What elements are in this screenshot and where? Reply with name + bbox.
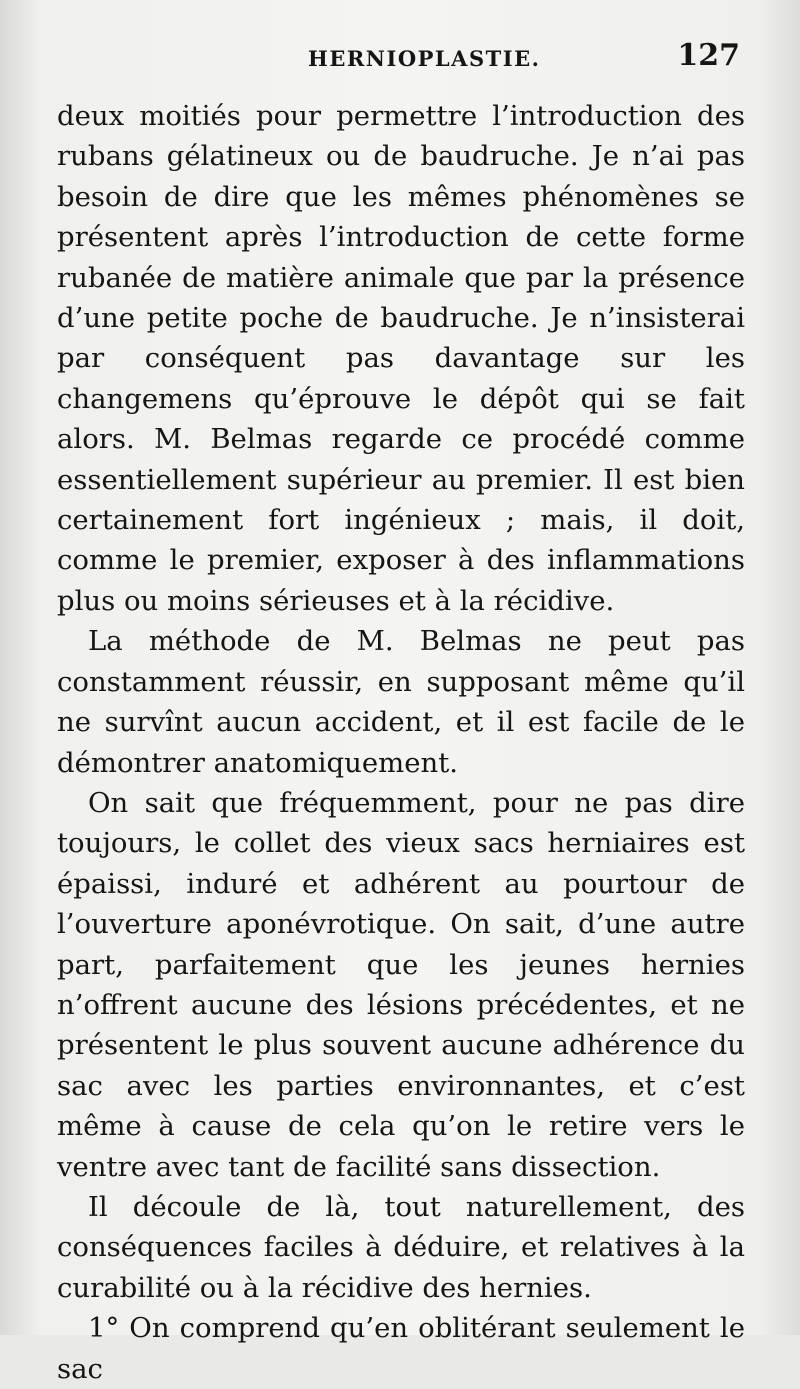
page-number: 127 (677, 38, 740, 73)
paragraph-continuation: deux moitiés pour permettre l’introduction des rubans gélatineux ou de baudruche. Je n’ai pas besoin de dire que les mêmes phénomènes se présentent après l’introduction de cette forme rubanée de matière animale que par la présence d’une petite poche de baudruche. Je n’insisterai par conséquent pas davantage sur les changemens qu’éprouve le dépôt qui se fait alors. M. Belmas regarde ce procédé comme essentiellement supérieur au premier. Il est bien certainement fort ingénieux ; mais, il doit, comme le premier, exposer à des inflammations plus ou moins sérieuses et à la récidive. (57, 100, 745, 617)
page-header (56, 38, 746, 82)
paragraph-consequences: Il découle de là, tout naturellement, des conséquences faciles à déduire, et relatives à la curabilité ou à la récidive des hernies. (57, 1190, 745, 1304)
body-text (57, 96, 745, 1389)
paragraph-first-point: 1° On comprend qu’en oblitérant seulement le sac (57, 1312, 745, 1385)
running-title: HERNIOPLASTIE. (308, 46, 541, 71)
paragraph-belmas-method: La méthode de M. Belmas ne peut pas constamment réussir, en supposant même qu’il ne survînt aucun accident, et il est facile de le démontrer anatomiquement. (57, 625, 745, 779)
paragraph-hernia-sacs: On sait que fréquemment, pour ne pas dire toujours, le collet des vieux sacs herniaires est épaissi, induré et adhérent au pourtour de l’ouverture aponévrotique. On sait, d’une autre part, parfaitement que les jeunes hernies n’offrent aucune des lésions précédentes, et ne présentent le plus souvent aucune adhérence du sac avec les parties environnantes, et c’est même à cause de cela qu’on le retire vers le ventre avec tant de facilité sans dissection. (57, 786, 745, 1183)
